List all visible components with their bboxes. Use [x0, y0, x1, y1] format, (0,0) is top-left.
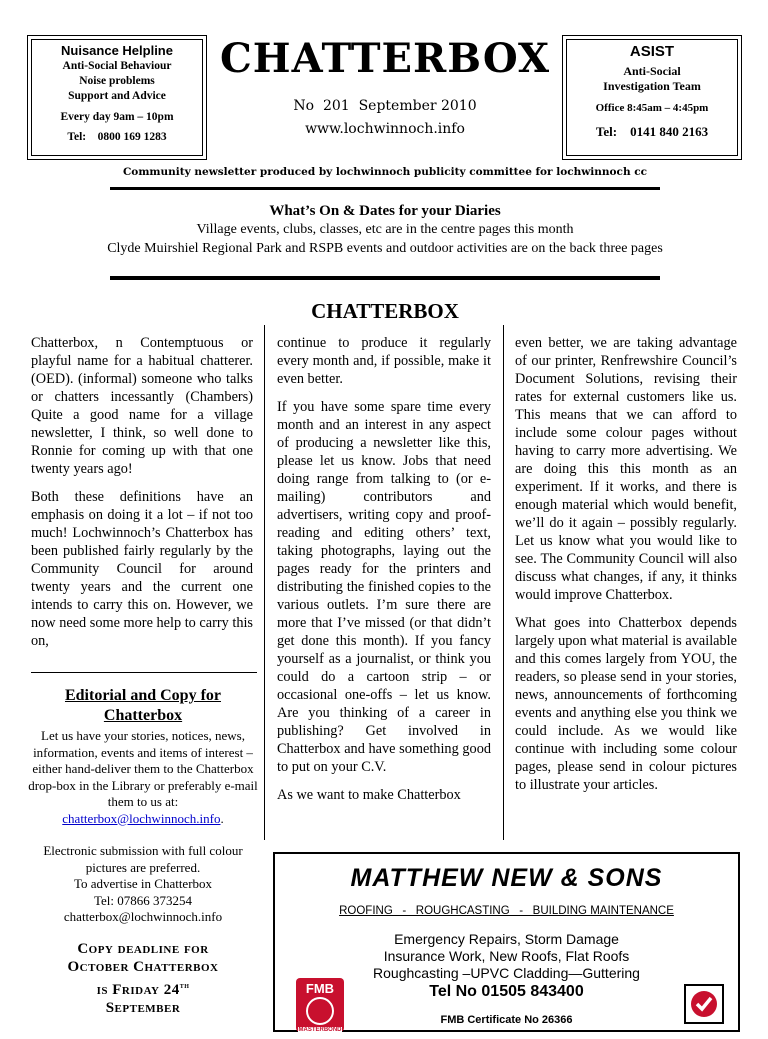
issue-info: No 201 September 2010	[293, 98, 477, 114]
helpline-line-3: Support and Advice	[68, 90, 166, 102]
column-divider-1	[264, 325, 265, 840]
editorial-body-end: .	[220, 810, 224, 826]
masthead-title: CHATTERBOX	[219, 35, 551, 82]
ad-services: ROOFING - ROUGHCASTING - BUILDING MAINTENANCE	[339, 905, 674, 917]
asist-title: ASIST	[629, 43, 675, 60]
article-paragraph: What goes into Chatterbox depends largely upon what material is available and this comes largely from YOU, the readers, so please send in your stories, news, announcements of forthcoming events and anything else you think we could include. As we would like continue with including some colour pages, please send in colour pictures to illustrate your articles.	[515, 615, 737, 793]
asist-line-1: Anti-Social	[623, 64, 681, 78]
article-column-3	[515, 334, 737, 804]
advertise-tel: Tel: 07866 373254	[93, 892, 193, 908]
fmb-logo-text: FMB	[305, 981, 335, 996]
tagline: Community newsletter produced by lochwinnoch publicity committee for lochwinnoch cc	[122, 166, 648, 178]
check-shield-icon	[686, 986, 722, 1022]
asist-tel: Tel: 0141 840 2163	[595, 124, 709, 139]
asist-line-2: Investigation Team	[603, 79, 701, 93]
website-url: www.lochwinnoch.info	[305, 121, 465, 137]
editorial-section	[28, 686, 258, 1017]
whats-on-line-2: Clyde Muirshiel Regional Park and RSPB events and outdoor activities are on the back three pages	[107, 241, 663, 256]
fmb-logo	[296, 978, 344, 1039]
helpline-hours: Every day 9am – 10pm	[60, 111, 174, 123]
ad-line-3: Roughcasting –UPVC Cladding—Guttering	[373, 965, 640, 981]
deadline-date: is Friday 24	[96, 981, 180, 998]
deadline-line-4: September	[105, 999, 181, 1016]
advertise-email: chatterbox@lochwinnoch.info	[63, 909, 223, 924]
deadline-line-3	[28, 976, 258, 999]
editorial-body-text: Let us have your stories, notices, news, information, events and items of interest – either hand-deliver them to the Chatterbox drop-box in the Library or preferably e-mail them to us at:	[28, 728, 258, 809]
article-paragraph: As we want to make Chatterbox	[277, 787, 461, 803]
ad-phone: Tel No 01505 843400	[429, 983, 584, 1000]
article-paragraph: continue to produce it regularly every month and, if possible, make it even better.	[277, 335, 491, 387]
article-paragraph: Both these definitions have an emphasis on doing it a lot – if not too much! Lochwinnoch’s Chatterbox has been published fairly regularly by the Community Council for around twenty years and the current one intends to carry this on. However, we now need some more help to carry this on,	[31, 489, 253, 649]
helpline-line-2: Noise problems	[79, 75, 155, 87]
electronic-line-1: Electronic submission with full colour	[43, 843, 243, 858]
asist-box	[566, 39, 738, 156]
masterbond-text: MASTERBOND	[298, 1027, 342, 1033]
column-1-rule	[31, 672, 257, 673]
whats-on-rule	[110, 276, 660, 280]
nuisance-helpline-title: Nuisance Helpline	[61, 43, 173, 58]
top-rule	[110, 187, 660, 190]
ad-cert: FMB Certificate No 26366	[440, 1014, 573, 1026]
editorial-heading-2: Chatterbox	[103, 707, 183, 724]
column-divider-2	[503, 325, 504, 840]
trust-badge-icon	[684, 984, 724, 1024]
article-heading: CHATTERBOX	[311, 299, 459, 323]
editorial-email-link[interactable]: chatterbox@lochwinnoch.info	[62, 810, 221, 826]
fmb-logo-circle	[306, 997, 334, 1025]
electronic-line-2: pictures are preferred.	[85, 859, 201, 875]
advertise-line: To advertise in Chatterbox	[73, 876, 213, 891]
ad-company-name: MATTHEW NEW & SONS	[350, 864, 663, 892]
nuisance-helpline-box	[31, 39, 203, 156]
asist-hours: Office 8:45am – 4:45pm	[595, 102, 709, 114]
helpline-line-1: Anti-Social Behaviour	[62, 60, 172, 72]
article-paragraph: Chatterbox, n Contemptuous or playful name for a habitual chatterer. (OED). (informal) someone who talks or chatters incessantly (Chambers) Quite a good name for a village newsletter, I think, so well done to Ronnie for coming up with that one twenty years ago!	[31, 335, 253, 477]
article-paragraph: even better, we are taking advantage of our printer, Renfrewshire Council’s Document Solutions, revising their rates for external customers like us. This means that we can afford to include some colour pages without having to carry more advertising. We are doing this this month as an experiment. If it works, and there is enough material which would benefit, we’ll do it again – possibly regularly. Let us know what you would like to see. The Community Council will also discuss what changes, if any, it thinks would improve Chatterbox.	[515, 335, 737, 603]
editorial-heading-1: Editorial and Copy for	[64, 687, 221, 704]
whats-on-line-1: Village events, clubs, classes, etc are in the centre pages this month	[196, 222, 574, 237]
helpline-tel: Tel: 0800 169 1283	[67, 131, 167, 143]
article-paragraph: If you have some spare time every month and an interest in any aspect of producing a newsletter like this, please let us know. Jobs that need doing range from talking to (or e-mailing) contributors and advertisers, writing copy and proof-reading and editing others’ text, taking photographs, laying out the pages ready for the printers and distributing the finished copies to the various outlets. I’m sure there are more that I’ve missed (or that didn’t get done this month). If you fancy yourself as a journalist, or think you could do a cartoon strip – or occasional one-offs – let us know. Are you thinking of a career in publishing? Get involved in Chatterbox and have something good to put on your C.V.	[277, 399, 491, 775]
article-column-1	[31, 334, 253, 660]
editorial-body	[28, 728, 258, 827]
deadline-line-1: Copy deadline for	[77, 940, 209, 957]
deadline-line-2: October Chatterbox	[67, 958, 219, 975]
ad-line-2: Insurance Work, New Roofs, Flat Roofs	[383, 948, 630, 964]
deadline-date-suffix: th	[179, 979, 190, 990]
whats-on-heading: What’s On & Dates for your Diaries	[269, 203, 501, 219]
ad-line-1: Emergency Repairs, Storm Damage	[394, 931, 619, 947]
advertisement-box	[273, 852, 740, 1039]
member-text: Member	[308, 1033, 331, 1039]
article-column-2	[277, 334, 491, 814]
